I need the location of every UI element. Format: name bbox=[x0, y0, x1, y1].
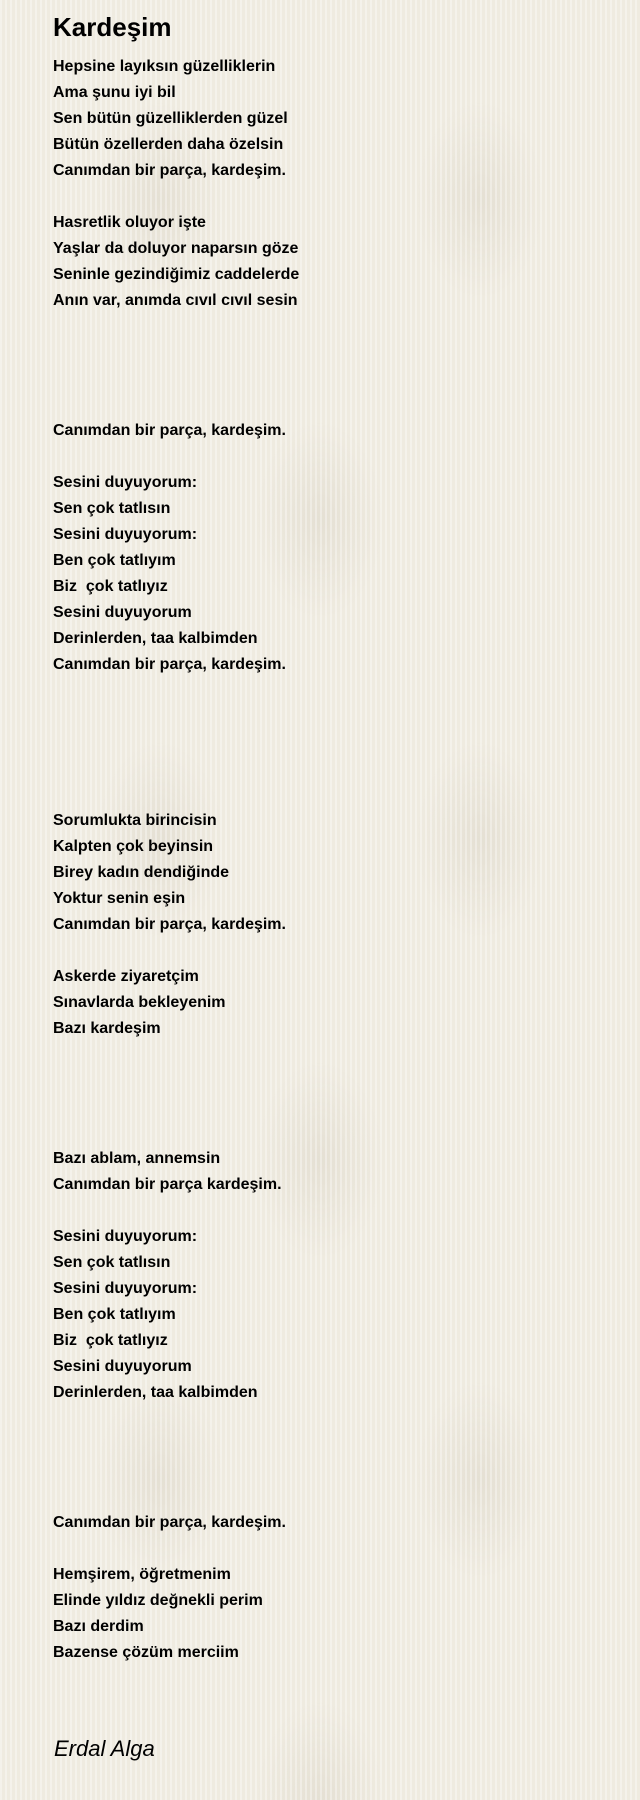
poem-line: Birey kadın dendiğinde bbox=[53, 864, 230, 881]
poem-line bbox=[53, 938, 613, 964]
poem-line: Sınavlarda bekleyenim bbox=[53, 994, 226, 1011]
poem-line: Bazı ablam, annemsin bbox=[53, 1150, 221, 1167]
poem-line bbox=[53, 1458, 613, 1484]
poem-line: Seninle gezindiğimiz caddelerde bbox=[53, 266, 300, 283]
poem-line: Hemşirem, öğretmenim bbox=[53, 1566, 231, 1583]
poem-line: Sen çok tatlısın bbox=[53, 1254, 171, 1271]
poem-line: Hepsine layıksın güzelliklerin bbox=[53, 58, 276, 75]
poem-line: Ben çok tatlıyım bbox=[53, 552, 176, 569]
poem-line bbox=[53, 1094, 613, 1120]
poem-body bbox=[53, 54, 613, 1666]
poem-line bbox=[53, 704, 613, 730]
poem-line: Derinlerden, taa kalbimden bbox=[53, 630, 258, 647]
poem-line: Yaşlar da doluyor naparsın göze bbox=[53, 240, 299, 257]
poem-line: Derinlerden, taa kalbimden bbox=[53, 1384, 258, 1401]
poem-line: Bazı kardeşim bbox=[53, 1020, 161, 1037]
poem-line bbox=[53, 730, 613, 756]
poem-line: Biz çok tatlıyız bbox=[53, 1332, 168, 1349]
poem-line: Sesini duyuyorum: bbox=[53, 1228, 198, 1245]
poem-line: Ben çok tatlıyım bbox=[53, 1306, 176, 1323]
poem-line: Sen çok tatlısın bbox=[53, 500, 171, 517]
poem-line: Sesini duyuyorum: bbox=[53, 526, 198, 543]
poem-line: Sorumlukta birincisin bbox=[53, 812, 217, 829]
poem-line bbox=[53, 184, 613, 210]
poem-line: Canımdan bir parça, kardeşim. bbox=[53, 656, 286, 673]
poem-line: Askerde ziyaretçim bbox=[53, 968, 199, 985]
poem-line bbox=[53, 1068, 613, 1094]
poem-author: Erdal Alga bbox=[54, 1736, 155, 1761]
poem-line: Bütün özellerden daha özelsin bbox=[53, 136, 284, 153]
poem-line: Bazı derdim bbox=[53, 1618, 144, 1635]
poem-line bbox=[53, 782, 613, 808]
poem-line bbox=[53, 314, 613, 340]
poem-line: Anın var, anımda cıvıl cıvıl sesin bbox=[53, 292, 298, 309]
poem-line bbox=[53, 1406, 613, 1432]
poem-line: Canımdan bir parça, kardeşim. bbox=[53, 422, 286, 439]
poem-line bbox=[53, 1484, 613, 1510]
poem-line bbox=[53, 1432, 613, 1458]
poem-line bbox=[53, 678, 613, 704]
poem-line: Hasretlik oluyor işte bbox=[53, 214, 206, 231]
poem-line bbox=[53, 756, 613, 782]
poem-line: Canımdan bir parça kardeşim. bbox=[53, 1176, 282, 1193]
poem-line: Bazense çözüm merciim bbox=[53, 1644, 239, 1661]
poem-line bbox=[53, 1042, 613, 1068]
poem-line bbox=[53, 1120, 613, 1146]
poem-line bbox=[53, 1198, 613, 1224]
poem-line: Kalpten çok beyinsin bbox=[53, 838, 214, 855]
poem-line: Sesini duyuyorum bbox=[53, 1358, 192, 1375]
poem-line: Canımdan bir parça, kardeşim. bbox=[53, 916, 286, 933]
poem-line bbox=[53, 340, 613, 366]
poem-line: Sesini duyuyorum: bbox=[53, 1280, 198, 1297]
poem-line: Sesini duyuyorum: bbox=[53, 474, 198, 491]
poem-line: Biz çok tatlıyız bbox=[53, 578, 168, 595]
poem-container bbox=[53, 10, 613, 1666]
poem-title: Kardeşim bbox=[53, 12, 172, 42]
poem-line: Ama şunu iyi bil bbox=[53, 84, 176, 101]
poem-line bbox=[53, 366, 613, 392]
poem-line bbox=[53, 1536, 613, 1562]
poem-line: Canımdan bir parça, kardeşim. bbox=[53, 162, 286, 179]
poem-line: Sen bütün güzelliklerden güzel bbox=[53, 110, 288, 127]
poem-line bbox=[53, 444, 613, 470]
poem-line: Yoktur senin eşin bbox=[53, 890, 186, 907]
poem-line: Elinde yıldız değnekli perim bbox=[53, 1592, 263, 1609]
poem-line bbox=[53, 392, 613, 418]
poem-line: Sesini duyuyorum bbox=[53, 604, 192, 621]
poem-line: Canımdan bir parça, kardeşim. bbox=[53, 1514, 286, 1531]
